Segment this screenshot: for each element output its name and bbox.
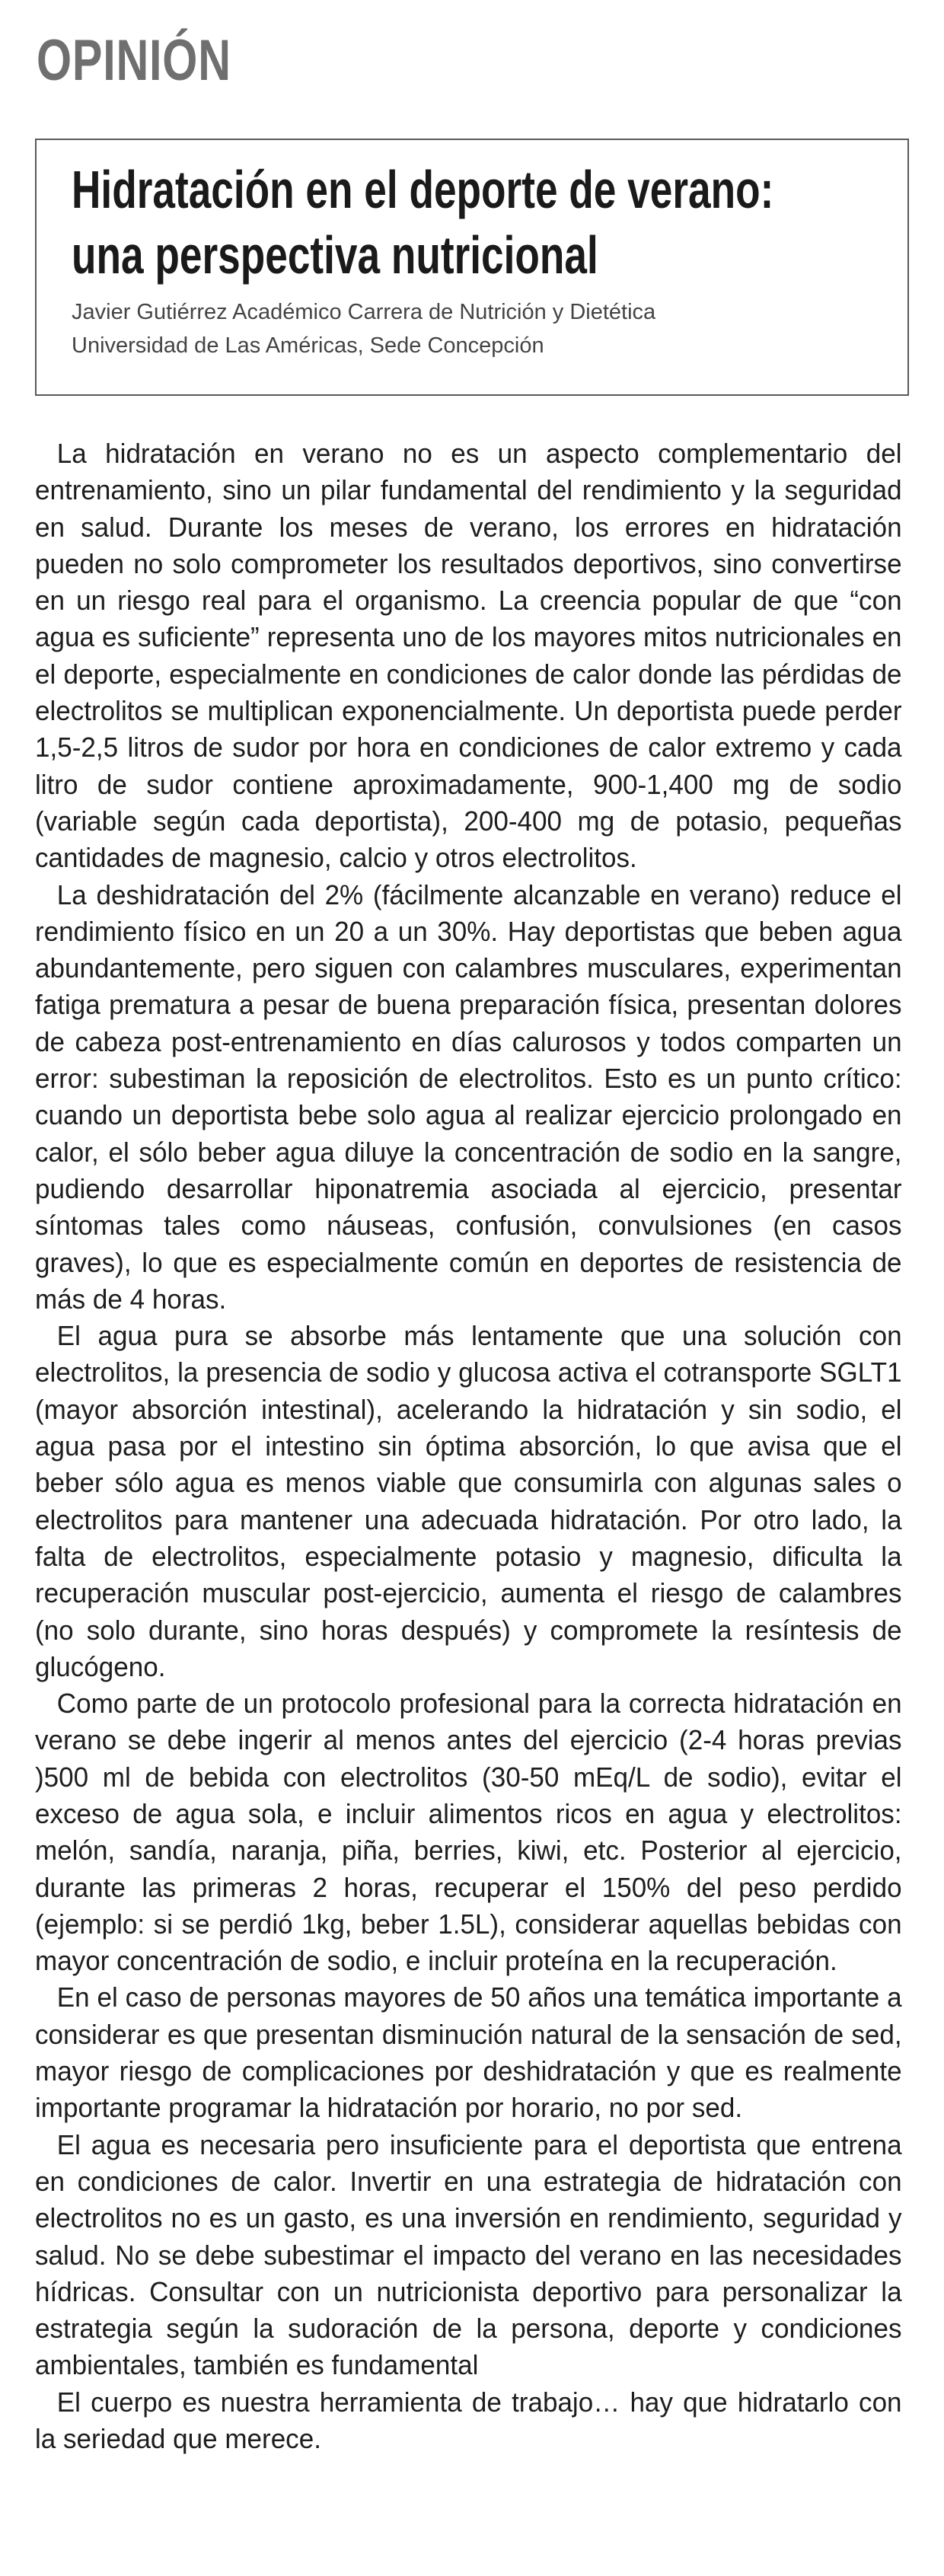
paragraph: En el caso de personas mayores de 50 años una temática importante a considerar es que presentan disminución natural de la sensación de sed, mayor riesgo de complicaciones por deshidratación y que es realmente importante programar la hidratación por horario, no por sed. bbox=[35, 1981, 902, 2124]
paragraph: La deshidratación del 2% (fácilmente alcanzable en verano) reduce el rendimiento físico en un 20 a un 30%. Hay deportistas que beben agua abundantemente, pero siguen con calambres musculares, experimentan fatiga prematura a pesar de buena preparación física, presentan dolores de cabeza post-entrenamiento en días calurosos y todos comparten un error: subestiman la reposición de electrolitos. Esto es un punto crítico: cuando un deportista bebe solo agua al realizar ejercicio prolongado en calor, el sólo beber agua diluye la concentración de sodio en la sangre, pudiendo desarrollar hiponatremia asociada al ejercicio, presentar síntomas tales como náuseas, confusión, convulsiones (en casos graves), lo que es especialmente común en deportes de resistencia de más de 4 horas. bbox=[35, 878, 902, 1315]
article-headline bbox=[72, 157, 939, 288]
byline-author: Javier Gutiérrez Académico Carrera de Nutrición y Dietética bbox=[72, 300, 656, 324]
section-label: OPINIÓN bbox=[37, 28, 231, 93]
paragraph: La hidratación en verano no es un aspecto complementario del entrenamiento, sino un pilar fundamental del rendimiento y la seguridad en salud. Durante los meses de verano, los errores en hidratación pueden no solo comprometer los resultados deportivos, sino convertirse en un riesgo real para el organismo. La creencia popular de que “con agua es suficiente” representa uno de los mayores mitos nutricionales en el deporte, especialmente en condiciones de calor donde las pérdidas de electrolitos se multiplican exponencialmente. Un deportista puede perder 1,5-2,5 litros de sudor por hora en condiciones de calor extremo y cada litro de sudor contiene aproximadamente, 900-1,400 mg de sodio (variable según cada deportista), 200-400 mg de potasio, pequeñas cantidades de magnesio, calcio y otros electrolitos. bbox=[35, 438, 902, 874]
headline-line-2: una perspectiva nutricional bbox=[72, 225, 598, 285]
paragraph: El agua es necesaria pero insuficiente para el deportista que entrena en condiciones de calor. Invertir en una estrategia de hidratación con electrolitos no es un gasto, es una inversión en rendimiento, seguridad y salud. No se debe subestimar el impacto del verano en las necesidades hídricas. Consultar con un nutricionista deportivo para personalizar la estrategia según la sudoración de la persona, deporte y condiciones ambientales, también es fundamental bbox=[35, 2128, 902, 2381]
paragraph: El agua pura se absorbe más lentamente que una solución con electrolitos, la presencia de sodio y glucosa activa el cotransporte SGLT1 (mayor absorción intestinal), acelerando la hidratación y sin sodio, el agua pasa por el intestino sin óptima absorción, lo que avisa que el beber sólo agua es menos viable que consumirla con algunas sales o electrolitos para mantener una adecuada hidratación. Por otro lado, la falta de electrolitos, especialmente potasio y magnesio, dificulta la recuperación muscular post-ejercicio, aumenta el riesgo de calambres (no solo durante, sino horas después) y compromete la resíntesis de glucógeno. bbox=[35, 1320, 902, 1682]
headline-line-1: Hidratación en el deporte de verano: bbox=[72, 160, 774, 219]
paragraph: Como parte de un protocolo profesional para la correcta hidratación en verano se debe ingerir al menos antes del ejercicio (2-4 horas previas )500 ml de bebida con electrolitos (30-50 mEq/L de sodio), evitar el exceso de agua sola, e incluir alimentos ricos en agua y electrolitos: melón, sandía, naranja, piña, berries, kiwi, etc. Posterior al ejercicio, durante las primeras 2 horas, recuperar el 150% del peso perdido (ejemplo: si se perdió 1kg, beber 1.5L), considerar aquellas bebidas con mayor concentración de sodio, e incluir proteína en la recuperación. bbox=[35, 1688, 902, 1977]
author-byline bbox=[72, 295, 655, 362]
article-body bbox=[35, 435, 902, 2457]
byline-institution: Universidad de Las Américas, Sede Concepción bbox=[72, 333, 544, 358]
paragraph: El cuerpo es nuestra herramienta de trabajo… hay que hidratarlo con la seriedad que merece. bbox=[35, 2386, 902, 2455]
